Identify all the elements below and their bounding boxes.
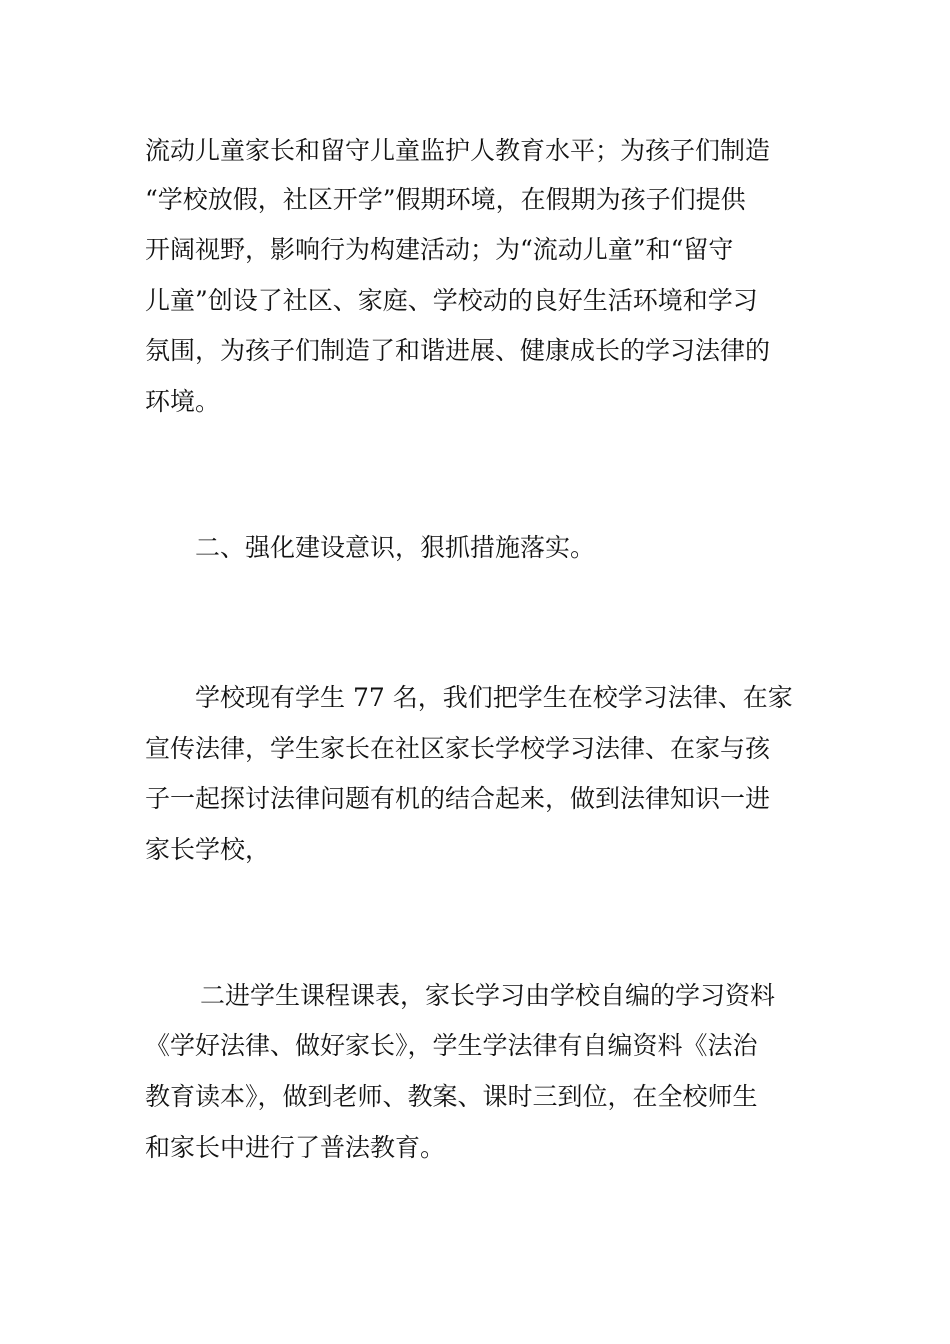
section-heading: 二、强化建设意识，狠抓措施落实。 bbox=[195, 533, 596, 562]
paragraph-1-line: “学校放假，社区开学”假期环境，在假期为孩子们提供 bbox=[145, 185, 746, 214]
paragraph-3-line: 《学好法律、做好家长》，学生学法律有自编资料《法治 bbox=[145, 1031, 758, 1060]
paragraph-1-line: 开阔视野，影响行为构建活动；为“流动儿童”和“留守 bbox=[145, 235, 734, 264]
paragraph-1-line: 儿童”创设了社区、家庭、学校动的良好生活环境和学习 bbox=[145, 286, 758, 315]
paragraph-2-line: 家长学校， bbox=[145, 835, 271, 864]
paragraph-1-line: 流动儿童家长和留守儿童监护人教育水平；为孩子们制造 bbox=[145, 136, 771, 165]
paragraph-3-line: 和家长中进行了普法教育。 bbox=[145, 1133, 446, 1162]
paragraph-3-line: 二进学生课程课表，家长学习由学校自编的学习资料 bbox=[200, 981, 776, 1010]
paragraph-3-line: 教育读本》，做到老师、教案、课时三到位，在全校师生 bbox=[145, 1082, 758, 1111]
paragraph-1-line: 环境。 bbox=[145, 387, 221, 416]
paragraph-2-line: 学校现有学生 77 名，我们把学生在校学习法律、在家 bbox=[195, 683, 793, 712]
paragraph-2-line: 宣传法律，学生家长在社区家长学校学习法律、在家与孩 bbox=[145, 734, 771, 763]
paragraph-2-line: 子一起探讨法律问题有机的结合起来，做到法律知识一进 bbox=[145, 784, 771, 813]
paragraph-1-line: 氛围，为孩子们制造了和谐进展、健康成长的学习法律的 bbox=[145, 336, 771, 365]
